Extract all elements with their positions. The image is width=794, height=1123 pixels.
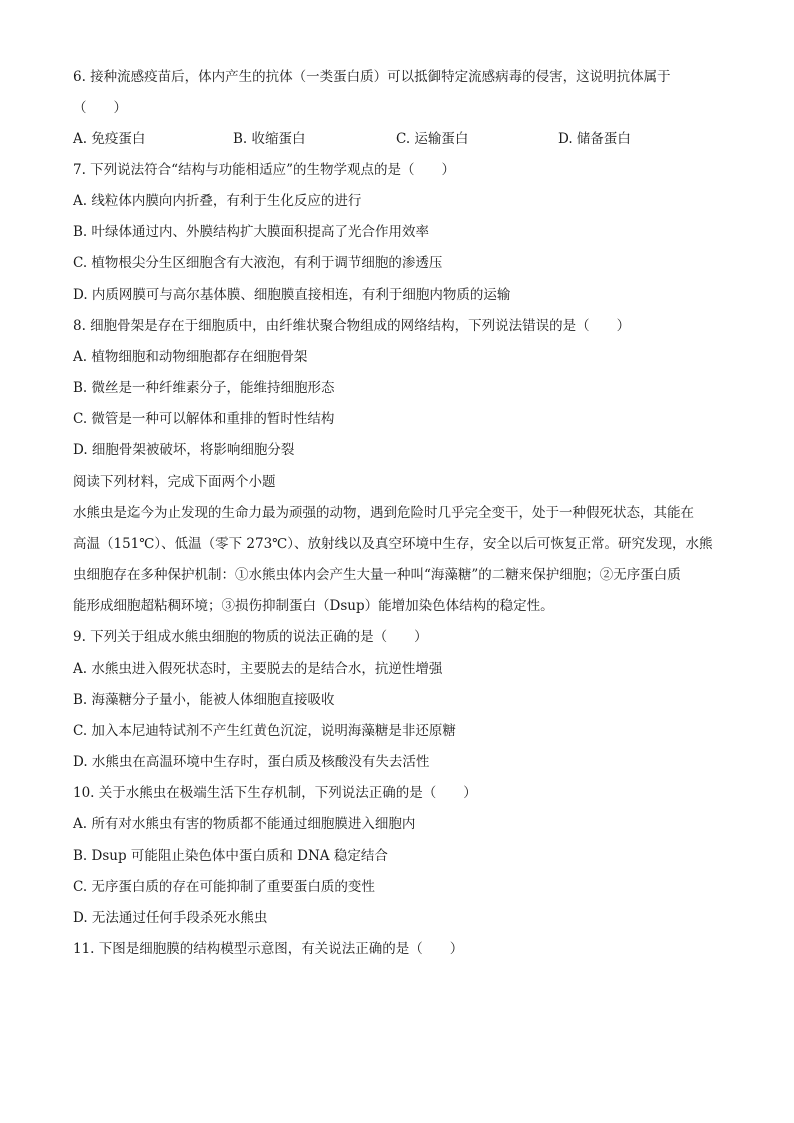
- q10-option-d: D. 无法通过任何手段杀死水熊虫: [73, 910, 268, 926]
- reading-line-4: 能形成细胞超粘稠环境；③损伤抑制蛋白（Dsup）能增加染色体结构的稳定性。: [73, 598, 554, 614]
- q6-option-c: C. 运输蛋白: [396, 131, 469, 147]
- q9-option-d: D. 水熊虫在高温环境中生存时，蛋白质及核酸没有失去活性: [73, 754, 430, 770]
- q10-option-a: A. 所有对水熊虫有害的物质都不能通过细胞膜进入细胞内: [73, 816, 416, 832]
- q9-option-a: A. 水熊虫进入假死状态时，主要脱去的是结合水，抗逆性增强: [73, 661, 443, 677]
- reading-line-1: 水熊虫是迄今为止发现的生命力最为顽强的动物，遇到危险时几乎完全变干，处于一种假死状态，其能在: [73, 505, 694, 521]
- q7-option-c: C. 植物根尖分生区细胞含有大液泡，有利于调节细胞的渗透压: [73, 255, 443, 271]
- q8-option-a: A. 植物细胞和动物细胞都存在细胞骨架: [73, 349, 308, 365]
- q6-option-a: A. 免疫蛋白: [73, 131, 146, 147]
- q7-option-b: B. 叶绿体通过内、外膜结构扩大膜面积提高了光合作用效率: [73, 224, 430, 240]
- q6-stem: 6. 接种流感疫苗后，体内产生的抗体（一类蛋白质）可以抵御特定流感病毒的侵害，这说明抗体属于: [73, 69, 671, 85]
- q8-option-b: B. 微丝是一种纤维素分子，能维持细胞形态: [73, 380, 335, 396]
- reading-line-2: 高温（151℃）、低温（零下 273℃）、放射线以及真空环境中生存，安全以后可恢复正常。研究发现，水熊: [73, 536, 713, 552]
- q6-option-b: B. 收缩蛋白: [233, 131, 306, 147]
- q10-option-b: B. Dsup 可能阻止染色体中蛋白质和 DNA 稳定结合: [73, 848, 388, 864]
- q7-option-d: D. 内质网膜可与高尔基体膜、细胞膜直接相连，有利于细胞内物质的运输: [73, 287, 511, 303]
- q9-option-c: C. 加入本尼迪特试剂不产生红黄色沉淀，说明海藻糖是非还原糖: [73, 723, 456, 739]
- q9-option-b: B. 海藻糖分子量小，能被人体细胞直接吸收: [73, 692, 335, 708]
- q6-blank: （ ）: [73, 100, 127, 116]
- reading-intro: 阅读下列材料，完成下面两个小题: [73, 474, 276, 490]
- q11-stem: 11. 下图是细胞膜的结构模型示意图，有关说法正确的是（ ）: [73, 941, 464, 957]
- q10-option-c: C. 无序蛋白质的存在可能抑制了重要蛋白质的变性: [73, 879, 375, 895]
- q9-stem: 9. 下列关于组成水熊虫细胞的物质的说法正确的是（ ）: [73, 629, 428, 645]
- q8-stem: 8. 细胞骨架是存在于细胞质中，由纤维状聚合物组成的网络结构，下列说法错误的是（ ）: [73, 318, 631, 334]
- q8-option-c: C. 微管是一种可以解体和重排的暂时性结构: [73, 411, 335, 427]
- q8-option-d: D. 细胞骨架被破坏，将影响细胞分裂: [73, 442, 295, 458]
- q7-option-a: A. 线粒体内膜向内折叠，有利于生化反应的进行: [73, 193, 362, 209]
- reading-line-3: 虫细胞存在多种保护机制：①水熊虫体内会产生大量一种叫“海藻糖”的二糖来保护细胞；②无序蛋白质: [73, 567, 681, 583]
- q10-stem: 10. 关于水熊虫在极端生活下生存机制，下列说法正确的是（ ）: [73, 785, 477, 801]
- q7-stem: 7. 下列说法符合“结构与功能相适应”的生物学观点的是（ ）: [73, 162, 455, 178]
- q6-option-d: D. 储备蛋白: [558, 131, 631, 147]
